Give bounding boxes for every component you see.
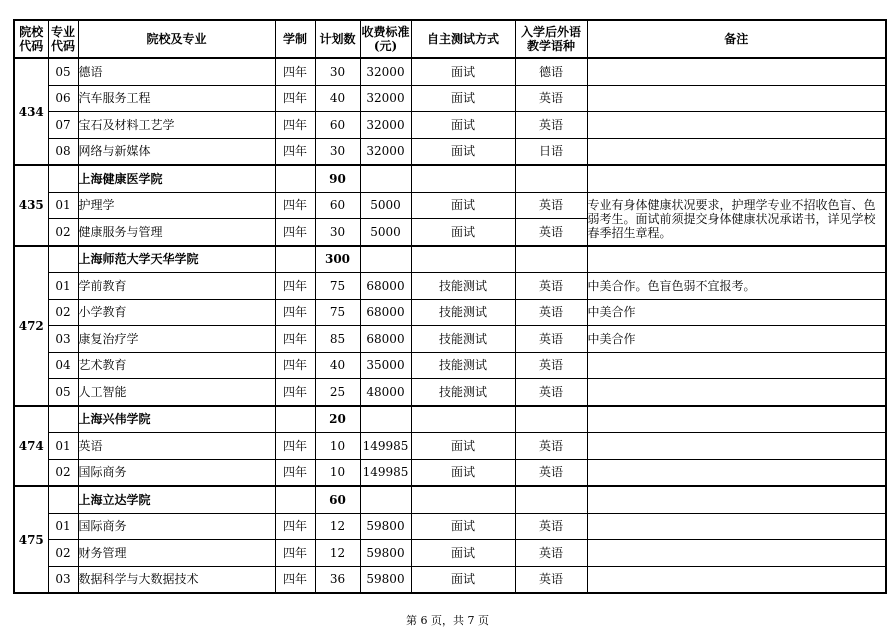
- fee-cell: [360, 406, 411, 433]
- school-row: [14, 486, 886, 513]
- header-fee: 收费标准(元): [360, 20, 411, 58]
- test-method: 技能测试: [411, 379, 515, 406]
- test-method: 面试: [411, 112, 515, 139]
- teaching-language: 英语: [515, 299, 587, 326]
- test-method: 面试: [411, 192, 515, 219]
- duration: 四年: [275, 540, 315, 567]
- header-duration: 学制: [275, 20, 315, 58]
- test-method: 面试: [411, 513, 515, 540]
- remarks: [587, 379, 886, 406]
- remarks-cell: [587, 246, 886, 273]
- remarks-cell: [587, 406, 886, 433]
- school-code: 435: [14, 165, 48, 246]
- duration-cell: [275, 406, 315, 433]
- remarks: [587, 513, 886, 540]
- test-method: 技能测试: [411, 299, 515, 326]
- remarks: 中美合作: [587, 299, 886, 326]
- plan-count: 30: [315, 58, 360, 85]
- fee: 32000: [360, 138, 411, 165]
- major-code: 04: [48, 352, 78, 379]
- fee-cell: [360, 486, 411, 513]
- plan-count: 75: [315, 299, 360, 326]
- major-code: 06: [48, 85, 78, 112]
- remarks: [587, 85, 886, 112]
- test-method: 面试: [411, 566, 515, 593]
- test-method: 面试: [411, 540, 515, 567]
- language-cell: [515, 486, 587, 513]
- major-code: 01: [48, 433, 78, 460]
- school-name: 上海兴伟学院: [78, 406, 275, 433]
- teaching-language: 日语: [515, 138, 587, 165]
- fee-cell: [360, 165, 411, 192]
- school-name: 上海立达学院: [78, 486, 275, 513]
- school-group: [14, 58, 886, 165]
- test-method: 面试: [411, 433, 515, 460]
- major-name: 网络与新媒体: [78, 138, 275, 165]
- major-code: 05: [48, 58, 78, 85]
- plan-count: 40: [315, 352, 360, 379]
- table-row: [14, 433, 886, 460]
- test-cell: [411, 486, 515, 513]
- table-row: [14, 566, 886, 593]
- table-header: [14, 20, 886, 58]
- school-name: 上海师范大学天华学院: [78, 246, 275, 273]
- plan-count: 10: [315, 459, 360, 486]
- major-code: 08: [48, 138, 78, 165]
- teaching-language: 英语: [515, 273, 587, 300]
- duration: 四年: [275, 85, 315, 112]
- table-row: [14, 352, 886, 379]
- major-name: 健康服务与管理: [78, 219, 275, 246]
- duration: 四年: [275, 192, 315, 219]
- fee: 149985: [360, 433, 411, 460]
- remarks: 中美合作。色盲色弱不宜报考。: [587, 273, 886, 300]
- fee: 5000: [360, 192, 411, 219]
- duration: 四年: [275, 58, 315, 85]
- fee: 35000: [360, 352, 411, 379]
- major-code: 02: [48, 540, 78, 567]
- test-method: 面试: [411, 58, 515, 85]
- teaching-language: 英语: [515, 352, 587, 379]
- teaching-language: 英语: [515, 540, 587, 567]
- fee: 59800: [360, 540, 411, 567]
- table-row: [14, 85, 886, 112]
- remarks: [587, 540, 886, 567]
- remarks-cell: [587, 165, 886, 192]
- table-row: [14, 112, 886, 139]
- fee: 68000: [360, 326, 411, 353]
- duration-cell: [275, 246, 315, 273]
- major-name: 财务管理: [78, 540, 275, 567]
- duration: 四年: [275, 566, 315, 593]
- major-name: 汽车服务工程: [78, 85, 275, 112]
- duration: 四年: [275, 299, 315, 326]
- major-code: 01: [48, 513, 78, 540]
- table-row: [14, 513, 886, 540]
- header-major-code: 专业代码: [48, 20, 78, 58]
- table-row: [14, 379, 886, 406]
- remarks: [587, 112, 886, 139]
- major-code: 02: [48, 219, 78, 246]
- fee: 68000: [360, 299, 411, 326]
- table-row: [14, 326, 886, 353]
- major-name: 国际商务: [78, 459, 275, 486]
- language-cell: [515, 165, 587, 192]
- test-method: 技能测试: [411, 326, 515, 353]
- test-method: 面试: [411, 138, 515, 165]
- plan-count: 10: [315, 433, 360, 460]
- fee: 68000: [360, 273, 411, 300]
- fee-cell: [360, 246, 411, 273]
- major-name: 学前教育: [78, 273, 275, 300]
- school-group: [14, 246, 886, 406]
- school-row: [14, 165, 886, 192]
- test-cell: [411, 246, 515, 273]
- duration-cell: [275, 486, 315, 513]
- major-code: 03: [48, 326, 78, 353]
- plan-count: 75: [315, 273, 360, 300]
- duration: 四年: [275, 513, 315, 540]
- fee: 32000: [360, 112, 411, 139]
- school-code: 475: [14, 486, 48, 593]
- major-name: 人工智能: [78, 379, 275, 406]
- plan-count: 12: [315, 540, 360, 567]
- duration: 四年: [275, 433, 315, 460]
- remarks: [587, 58, 886, 85]
- duration: 四年: [275, 273, 315, 300]
- duration: 四年: [275, 326, 315, 353]
- teaching-language: 英语: [515, 459, 587, 486]
- school-group: [14, 406, 886, 487]
- page-footer: 第 6 页，共 7 页: [406, 614, 489, 627]
- duration: 四年: [275, 352, 315, 379]
- language-cell: [515, 246, 587, 273]
- teaching-language: 英语: [515, 326, 587, 353]
- table-row: [14, 192, 886, 219]
- test-method: 面试: [411, 459, 515, 486]
- header-school-code: 院校代码: [14, 20, 48, 58]
- school-plan: 90: [315, 165, 360, 192]
- fee: 59800: [360, 566, 411, 593]
- major-name: 国际商务: [78, 513, 275, 540]
- test-cell: [411, 406, 515, 433]
- teaching-language: 英语: [515, 433, 587, 460]
- table-row: [14, 273, 886, 300]
- school-row: [14, 406, 886, 433]
- school-plan: 20: [315, 406, 360, 433]
- school-row: [14, 246, 886, 273]
- school-code: 472: [14, 246, 48, 406]
- table-row: [14, 138, 886, 165]
- school-plan: 300: [315, 246, 360, 273]
- duration: 四年: [275, 459, 315, 486]
- remarks: [587, 566, 886, 593]
- school-code: 434: [14, 58, 48, 165]
- plan-count: 12: [315, 513, 360, 540]
- header-remarks: 备注: [587, 20, 886, 58]
- major-code-cell: [48, 486, 78, 513]
- teaching-language: 德语: [515, 58, 587, 85]
- major-code: 03: [48, 566, 78, 593]
- plan-count: 60: [315, 112, 360, 139]
- major-code: 02: [48, 299, 78, 326]
- table-row: [14, 299, 886, 326]
- header-language: 入学后外语教学语种: [515, 20, 587, 58]
- table-row: [14, 58, 886, 85]
- test-method: 面试: [411, 219, 515, 246]
- test-method: 面试: [411, 85, 515, 112]
- major-name: 数据科学与大数据技术: [78, 566, 275, 593]
- duration: 四年: [275, 379, 315, 406]
- duration: 四年: [275, 112, 315, 139]
- plan-count: 25: [315, 379, 360, 406]
- header-school-major: 院校及专业: [78, 20, 275, 58]
- fee: 48000: [360, 379, 411, 406]
- major-code: 07: [48, 112, 78, 139]
- remarks: [587, 138, 886, 165]
- header-plan: 计划数: [315, 20, 360, 58]
- teaching-language: 英语: [515, 219, 587, 246]
- test-method: 技能测试: [411, 273, 515, 300]
- duration: 四年: [275, 138, 315, 165]
- major-code-cell: [48, 246, 78, 273]
- remarks: [587, 459, 886, 486]
- test-cell: [411, 165, 515, 192]
- remarks-cell: [587, 486, 886, 513]
- major-code-cell: [48, 406, 78, 433]
- fee: 5000: [360, 219, 411, 246]
- major-name: 康复治疗学: [78, 326, 275, 353]
- school-name: 上海健康医学院: [78, 165, 275, 192]
- school-plan: 60: [315, 486, 360, 513]
- major-code: 02: [48, 459, 78, 486]
- major-code-cell: [48, 165, 78, 192]
- test-method: 技能测试: [411, 352, 515, 379]
- major-code: 01: [48, 192, 78, 219]
- school-code: 474: [14, 406, 48, 487]
- major-name: 护理学: [78, 192, 275, 219]
- teaching-language: 英语: [515, 379, 587, 406]
- teaching-language: 英语: [515, 112, 587, 139]
- remarks: 中美合作: [587, 326, 886, 353]
- duration: 四年: [275, 219, 315, 246]
- plan-count: 30: [315, 219, 360, 246]
- plan-count: 60: [315, 192, 360, 219]
- teaching-language: 英语: [515, 566, 587, 593]
- table-row: [14, 459, 886, 486]
- major-code: 01: [48, 273, 78, 300]
- teaching-language: 英语: [515, 192, 587, 219]
- fee: 149985: [360, 459, 411, 486]
- plan-count: 36: [315, 566, 360, 593]
- remarks: [587, 433, 886, 460]
- major-name: 英语: [78, 433, 275, 460]
- major-name: 艺术教育: [78, 352, 275, 379]
- table-row: [14, 540, 886, 567]
- major-code: 05: [48, 379, 78, 406]
- school-group: [14, 165, 886, 246]
- plan-count: 85: [315, 326, 360, 353]
- admissions-table: [13, 19, 887, 594]
- fee: 32000: [360, 85, 411, 112]
- plan-count: 30: [315, 138, 360, 165]
- plan-count: 40: [315, 85, 360, 112]
- teaching-language: 英语: [515, 513, 587, 540]
- language-cell: [515, 406, 587, 433]
- teaching-language: 英语: [515, 85, 587, 112]
- remarks: 专业有身体健康状况要求，护理学专业不招收色盲、色弱考生。面试前须提交身体健康状况承诺书，详见学校春季招生章程。: [587, 192, 886, 246]
- major-name: 宝石及材料工艺学: [78, 112, 275, 139]
- fee: 59800: [360, 513, 411, 540]
- duration-cell: [275, 165, 315, 192]
- major-name: 小学教育: [78, 299, 275, 326]
- fee: 32000: [360, 58, 411, 85]
- school-group: [14, 486, 886, 593]
- remarks: [587, 352, 886, 379]
- major-name: 德语: [78, 58, 275, 85]
- header-test: 自主测试方式: [411, 20, 515, 58]
